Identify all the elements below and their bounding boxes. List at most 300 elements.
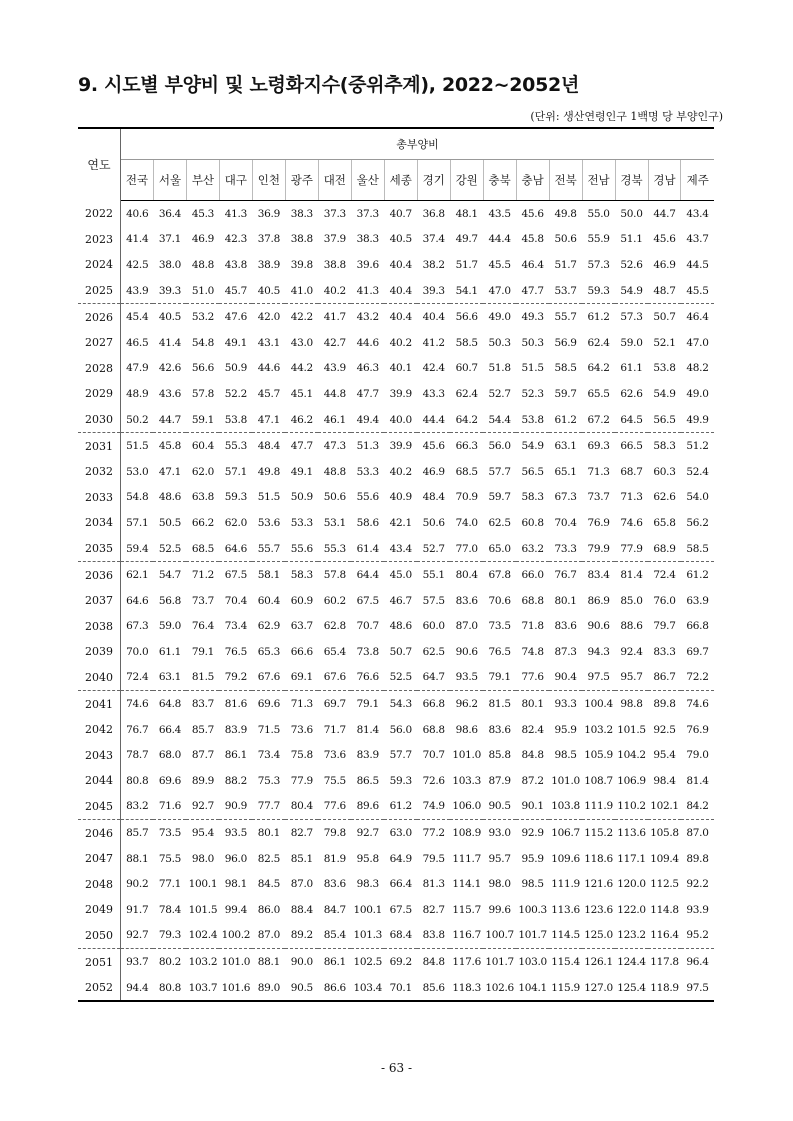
value-cell: 80.8 — [153, 975, 186, 1002]
value-cell: 39.6 — [356, 258, 379, 271]
value-cell: 76.7 — [549, 562, 582, 588]
value-cell: 52.7 — [422, 542, 445, 555]
value-cell: 88.2 — [224, 774, 247, 787]
value-cell: 53.3 — [356, 465, 379, 478]
value-cell: 70.6 — [488, 594, 511, 607]
value-cell: 57.1 — [224, 465, 247, 478]
value-cell: 111.9 — [551, 878, 580, 891]
value-cell: 41.0 — [290, 284, 313, 297]
value-cell: 55.7 — [257, 542, 280, 555]
value-cell: 79.1 — [191, 645, 215, 658]
value-cell: 58.3 — [648, 433, 681, 459]
value-cell: 98.3 — [356, 878, 379, 891]
value-cell: 62.5 — [422, 645, 445, 658]
value-cell: 45.7 — [224, 284, 247, 297]
value-cell: 80.2 — [153, 949, 186, 975]
value-cell: 90.2 — [126, 878, 149, 891]
value-cell: 78.4 — [158, 903, 182, 916]
value-cell: 111.7 — [452, 852, 481, 865]
value-cell: 101.0 — [219, 949, 252, 975]
value-cell: 100.1 — [353, 903, 383, 916]
value-cell: 70.7 — [356, 620, 379, 633]
value-cell: 46.9 — [422, 465, 445, 478]
value-cell: 55.6 — [290, 542, 313, 555]
value-cell: 117.6 — [450, 949, 483, 975]
table-row — [78, 820, 714, 846]
region-header: 광주 — [285, 160, 318, 201]
value-cell: 42.2 — [285, 304, 318, 330]
value-cell: 62.9 — [257, 620, 280, 633]
value-cell: 115.2 — [582, 820, 615, 846]
value-cell: 83.6 — [323, 878, 346, 891]
region-header: 경기 — [417, 160, 450, 201]
value-cell: 92.4 — [620, 645, 643, 658]
value-cell: 36.9 — [257, 207, 280, 220]
value-cell: 62.8 — [323, 620, 346, 633]
value-cell: 81.4 — [615, 562, 648, 588]
value-cell: 114.8 — [650, 903, 679, 916]
region-header: 인천 — [252, 160, 285, 201]
value-cell: 75.5 — [158, 852, 182, 865]
year-cell: 2045 — [78, 794, 121, 820]
value-cell: 72.4 — [648, 562, 681, 588]
region-header: 세종 — [384, 160, 417, 201]
value-cell: 86.6 — [318, 975, 351, 1002]
value-cell: 38.8 — [323, 258, 346, 271]
value-cell: 80.8 — [126, 774, 149, 787]
value-cell: 86.0 — [257, 903, 280, 916]
value-cell: 40.6 — [126, 207, 149, 220]
table-row — [78, 846, 714, 872]
value-cell: 55.3 — [323, 542, 346, 555]
value-cell: 82.4 — [521, 723, 544, 736]
value-cell: 87.0 — [681, 820, 714, 846]
year-cell: 2043 — [78, 742, 121, 768]
value-cell: 63.0 — [384, 820, 417, 846]
value-cell: 89.8 — [648, 691, 681, 717]
value-cell: 118.9 — [648, 975, 681, 1002]
value-cell: 76.6 — [356, 671, 379, 684]
value-cell: 53.0 — [126, 465, 149, 478]
value-cell: 63.8 — [191, 491, 215, 504]
value-cell: 74.6 — [121, 691, 154, 717]
value-cell: 37.4 — [422, 233, 445, 246]
value-cell: 50.9 — [224, 362, 247, 375]
value-cell: 99.4 — [224, 903, 247, 916]
value-cell: 46.1 — [323, 413, 346, 426]
value-cell: 42.3 — [224, 233, 247, 246]
value-cell: 61.1 — [620, 362, 643, 375]
value-cell: 125.0 — [584, 929, 613, 942]
value-cell: 43.0 — [290, 336, 313, 349]
value-cell: 43.1 — [257, 336, 280, 349]
value-cell: 83.6 — [554, 620, 577, 633]
value-cell: 100.2 — [221, 929, 251, 942]
value-cell: 98.0 — [488, 878, 511, 891]
value-cell: 67.5 — [389, 903, 412, 916]
value-cell: 66.8 — [417, 691, 450, 717]
value-cell: 66.8 — [686, 620, 709, 633]
value-cell: 93.3 — [549, 691, 582, 717]
value-cell: 70.7 — [422, 749, 445, 762]
value-cell: 66.3 — [450, 433, 483, 459]
value-cell: 54.4 — [488, 413, 511, 426]
value-cell: 99.6 — [488, 903, 511, 916]
value-cell: 42.7 — [323, 336, 346, 349]
value-cell: 43.5 — [488, 207, 511, 220]
value-cell: 44.6 — [356, 336, 379, 349]
value-cell: 37.3 — [356, 207, 379, 220]
value-cell: 36.8 — [422, 207, 445, 220]
value-cell: 54.9 — [653, 387, 676, 400]
value-cell: 82.7 — [285, 820, 318, 846]
value-cell: 48.8 — [191, 258, 215, 271]
value-cell: 68.5 — [191, 542, 215, 555]
value-cell: 85.8 — [488, 749, 511, 762]
value-cell: 53.8 — [521, 413, 544, 426]
value-cell: 103.8 — [551, 800, 580, 813]
value-cell: 43.4 — [389, 542, 412, 555]
region-header: 전국 — [121, 160, 154, 201]
value-cell: 49.1 — [224, 336, 247, 349]
value-cell: 48.4 — [252, 433, 285, 459]
table-row — [78, 381, 714, 407]
value-cell: 79.8 — [318, 820, 351, 846]
value-cell: 42.1 — [389, 516, 412, 529]
value-cell: 102.6 — [483, 975, 516, 1002]
value-cell: 37.9 — [323, 233, 346, 246]
value-cell: 98.0 — [191, 852, 215, 865]
region-header: 전남 — [582, 160, 615, 201]
value-cell: 88.1 — [126, 852, 149, 865]
value-cell: 116.7 — [452, 929, 481, 942]
year-cell: 2030 — [78, 407, 121, 433]
value-cell: 40.4 — [389, 258, 412, 271]
value-cell: 52.5 — [389, 671, 412, 684]
value-cell: 64.6 — [224, 542, 247, 555]
value-cell: 105.9 — [584, 749, 613, 762]
value-cell: 47.0 — [488, 284, 511, 297]
value-cell: 89.8 — [686, 852, 709, 865]
value-cell: 66.2 — [191, 516, 215, 529]
value-cell: 86.9 — [587, 594, 610, 607]
value-cell: 63.7 — [290, 620, 313, 633]
value-cell: 57.3 — [587, 258, 610, 271]
value-cell: 50.6 — [422, 516, 445, 529]
value-cell: 56.5 — [521, 465, 544, 478]
value-cell: 43.8 — [224, 258, 247, 271]
value-cell: 71.6 — [158, 800, 182, 813]
year-cell: 2027 — [78, 330, 121, 356]
value-cell: 62.4 — [455, 387, 478, 400]
value-cell: 58.3 — [285, 562, 318, 588]
value-cell: 92.5 — [653, 723, 676, 736]
value-cell: 92.7 — [351, 820, 384, 846]
value-cell: 66.5 — [615, 433, 648, 459]
table-row — [78, 975, 714, 1002]
value-cell: 109.4 — [650, 852, 679, 865]
value-cell: 76.7 — [126, 723, 149, 736]
value-cell: 49.3 — [516, 304, 549, 330]
value-cell: 83.4 — [582, 562, 615, 588]
value-cell: 60.9 — [290, 594, 313, 607]
value-cell: 45.6 — [653, 233, 676, 246]
value-cell: 71.7 — [323, 723, 346, 736]
region-header: 충북 — [483, 160, 516, 201]
value-cell: 51.7 — [455, 258, 478, 271]
value-cell: 54.9 — [620, 284, 643, 297]
year-cell: 2048 — [78, 871, 121, 897]
value-cell: 42.4 — [422, 362, 445, 375]
value-cell: 62.6 — [620, 387, 643, 400]
value-cell: 45.1 — [290, 387, 313, 400]
value-cell: 60.7 — [455, 362, 478, 375]
value-cell: 50.3 — [488, 336, 511, 349]
value-cell: 63.9 — [686, 594, 709, 607]
value-cell: 103.2 — [186, 949, 219, 975]
value-cell: 59.1 — [191, 413, 215, 426]
value-cell: 90.9 — [224, 800, 247, 813]
value-cell: 67.5 — [356, 594, 379, 607]
value-cell: 45.5 — [488, 258, 511, 271]
value-cell: 76.5 — [488, 645, 511, 658]
table-row — [78, 407, 714, 433]
value-cell: 112.5 — [650, 878, 679, 891]
value-cell: 106.9 — [617, 774, 646, 787]
value-cell: 120.0 — [617, 878, 646, 891]
value-cell: 82.5 — [257, 852, 280, 865]
region-header: 대구 — [219, 160, 252, 201]
value-cell: 103.7 — [186, 975, 219, 1002]
value-cell: 60.3 — [653, 465, 676, 478]
value-cell: 64.9 — [389, 852, 412, 865]
value-cell: 41.2 — [422, 336, 445, 349]
value-cell: 90.5 — [488, 800, 511, 813]
value-cell: 95.8 — [356, 852, 379, 865]
value-cell: 57.7 — [389, 749, 412, 762]
value-cell: 41.3 — [356, 284, 379, 297]
value-cell: 73.4 — [224, 620, 247, 633]
value-cell: 54.8 — [191, 336, 215, 349]
value-cell: 108.7 — [584, 774, 613, 787]
value-cell: 76.4 — [191, 620, 215, 633]
year-cell: 2044 — [78, 768, 121, 794]
value-cell: 83.6 — [455, 594, 478, 607]
table-row — [78, 510, 714, 536]
value-cell: 103.0 — [516, 949, 549, 975]
value-cell: 86.1 — [224, 749, 247, 762]
value-cell: 101.0 — [452, 749, 481, 762]
value-cell: 101.0 — [551, 774, 580, 787]
value-cell: 118.6 — [584, 852, 613, 865]
value-cell: 44.7 — [158, 413, 182, 426]
value-cell: 95.4 — [653, 749, 676, 762]
value-cell: 44.7 — [653, 207, 676, 220]
value-cell: 59.3 — [389, 774, 412, 787]
value-cell: 40.2 — [323, 284, 346, 297]
value-cell: 52.2 — [224, 387, 247, 400]
value-cell: 48.2 — [686, 362, 709, 375]
value-cell: 81.9 — [323, 852, 346, 865]
value-cell: 85.6 — [417, 975, 450, 1002]
value-cell: 49.0 — [483, 304, 516, 330]
value-cell: 64.8 — [153, 691, 186, 717]
region-header-row — [78, 160, 714, 201]
region-header: 제주 — [681, 160, 714, 201]
value-cell: 44.4 — [488, 233, 511, 246]
value-cell: 62.6 — [653, 491, 676, 504]
value-cell: 51.3 — [351, 433, 384, 459]
value-cell: 79.3 — [158, 929, 182, 942]
value-cell: 58.6 — [356, 516, 379, 529]
value-cell: 69.7 — [686, 645, 709, 658]
value-cell: 50.2 — [126, 413, 149, 426]
value-cell: 48.6 — [158, 491, 182, 504]
value-cell: 88.1 — [252, 949, 285, 975]
value-cell: 40.9 — [389, 491, 412, 504]
value-cell: 43.6 — [158, 387, 182, 400]
value-cell: 95.9 — [554, 723, 577, 736]
value-cell: 102.5 — [351, 949, 384, 975]
value-cell: 48.9 — [126, 387, 149, 400]
value-cell: 70.9 — [455, 491, 478, 504]
value-cell: 48.1 — [455, 207, 478, 220]
table-row — [78, 227, 714, 253]
value-cell: 89.2 — [290, 929, 313, 942]
value-cell: 117.1 — [617, 852, 646, 865]
value-cell: 73.4 — [257, 749, 280, 762]
value-cell: 50.6 — [554, 233, 577, 246]
value-cell: 80.1 — [516, 691, 549, 717]
table-row — [78, 794, 714, 820]
year-cell: 2036 — [78, 562, 121, 588]
value-cell: 88.4 — [290, 903, 313, 916]
region-header: 울산 — [351, 160, 384, 201]
value-cell: 47.6 — [219, 304, 252, 330]
value-cell: 115.4 — [549, 949, 582, 975]
value-cell: 41.4 — [126, 233, 149, 246]
value-cell: 106.0 — [452, 800, 481, 813]
value-cell: 96.4 — [681, 949, 714, 975]
value-cell: 98.6 — [455, 723, 478, 736]
value-cell: 46.7 — [389, 594, 412, 607]
table-row — [78, 614, 714, 640]
value-cell: 58.1 — [252, 562, 285, 588]
value-cell: 75.8 — [290, 749, 313, 762]
value-cell: 71.3 — [587, 465, 610, 478]
value-cell: 85.1 — [290, 852, 313, 865]
value-cell: 57.3 — [615, 304, 648, 330]
value-cell: 73.5 — [153, 820, 186, 846]
year-cell: 2022 — [78, 201, 121, 227]
value-cell: 71.8 — [521, 620, 544, 633]
value-cell: 77.6 — [323, 800, 346, 813]
value-cell: 37.1 — [158, 233, 182, 246]
value-cell: 122.0 — [617, 903, 646, 916]
value-cell: 74.6 — [681, 691, 714, 717]
value-cell: 45.6 — [417, 433, 450, 459]
value-cell: 61.1 — [158, 645, 182, 658]
dependency-ratio-table — [78, 127, 714, 1002]
page-title: 9. 시도별 부양비 및 노령화지수(중위추계), 2022~2052년 — [78, 74, 579, 96]
value-cell: 127.0 — [582, 975, 615, 1002]
table-row — [78, 923, 714, 949]
value-cell: 89.9 — [191, 774, 215, 787]
value-cell: 57.7 — [488, 465, 511, 478]
value-cell: 74.8 — [521, 645, 544, 658]
value-cell: 87.0 — [290, 878, 313, 891]
value-cell: 55.6 — [356, 491, 379, 504]
value-cell: 97.5 — [587, 671, 610, 684]
value-cell: 103.3 — [452, 774, 481, 787]
value-cell: 58.5 — [455, 336, 478, 349]
value-cell: 76.5 — [224, 645, 247, 658]
value-cell: 41.4 — [158, 336, 182, 349]
value-cell: 49.8 — [257, 465, 280, 478]
value-cell: 79.7 — [653, 620, 676, 633]
value-cell: 66.0 — [516, 562, 549, 588]
value-cell: 117.8 — [648, 949, 681, 975]
value-cell: 71.2 — [186, 562, 219, 588]
value-cell: 114.1 — [452, 878, 481, 891]
value-cell: 71.5 — [257, 723, 280, 736]
value-cell: 43.3 — [422, 387, 445, 400]
value-cell: 92.7 — [191, 800, 215, 813]
value-cell: 97.5 — [681, 975, 714, 1002]
value-cell: 59.3 — [587, 284, 610, 297]
value-cell: 93.5 — [219, 820, 252, 846]
value-cell: 90.0 — [285, 949, 318, 975]
table-body — [78, 201, 714, 1002]
table-row — [78, 459, 714, 485]
value-cell: 75.5 — [323, 774, 346, 787]
table-row — [78, 949, 714, 975]
value-cell: 47.0 — [686, 336, 709, 349]
value-cell: 51.5 — [521, 362, 544, 375]
value-cell: 40.0 — [389, 413, 412, 426]
value-cell: 113.6 — [615, 820, 648, 846]
value-cell: 84.7 — [323, 903, 346, 916]
value-cell: 45.8 — [153, 433, 186, 459]
year-cell: 2032 — [78, 459, 121, 485]
value-cell: 43.7 — [686, 233, 709, 246]
value-cell: 72.2 — [686, 671, 709, 684]
value-cell: 66.4 — [389, 878, 412, 891]
table-row — [78, 201, 714, 227]
value-cell: 79.9 — [587, 542, 610, 555]
value-cell: 101.7 — [518, 929, 547, 942]
value-cell: 44.4 — [422, 413, 445, 426]
value-cell: 93.0 — [483, 820, 516, 846]
value-cell: 81.3 — [422, 878, 445, 891]
value-cell: 43.9 — [126, 284, 149, 297]
value-cell: 56.9 — [554, 336, 577, 349]
value-cell: 87.2 — [521, 774, 544, 787]
value-cell: 50.3 — [521, 336, 544, 349]
value-cell: 51.7 — [554, 258, 577, 271]
value-cell: 67.8 — [483, 562, 516, 588]
value-cell: 73.6 — [323, 749, 346, 762]
value-cell: 49.0 — [686, 387, 709, 400]
value-cell: 47.9 — [126, 362, 149, 375]
value-cell: 77.9 — [290, 774, 313, 787]
value-cell: 40.1 — [389, 362, 412, 375]
value-cell: 61.2 — [389, 800, 412, 813]
value-cell: 101.6 — [219, 975, 252, 1002]
value-cell: 60.4 — [186, 433, 219, 459]
value-cell: 46.9 — [653, 258, 676, 271]
value-cell: 77.1 — [158, 878, 182, 891]
